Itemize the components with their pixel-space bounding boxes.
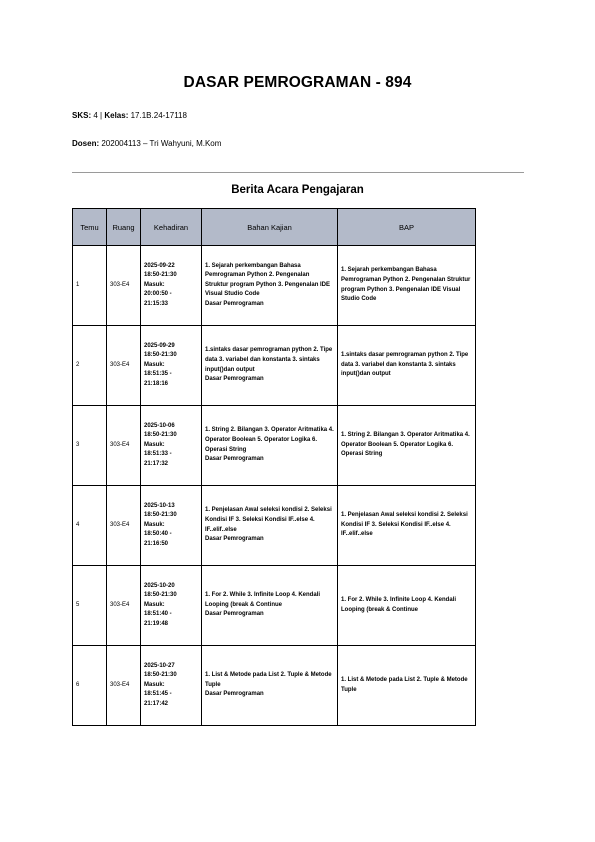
- table-row: [73, 566, 476, 646]
- bahan-cell: [202, 246, 338, 326]
- bahan-sub: Dasar Pemrograman: [205, 300, 264, 307]
- masuk-label: Masuk:: [144, 601, 165, 608]
- ruang-cell: 303-E4: [107, 566, 141, 646]
- bap-table: [72, 208, 476, 726]
- jam: 18:50-21:30: [144, 512, 177, 519]
- course-meta: [72, 111, 187, 120]
- kehadiran-cell: [141, 326, 202, 406]
- table-row: [73, 486, 476, 566]
- sks-value: 4: [93, 111, 98, 120]
- jam: 18:50-21:30: [144, 672, 177, 679]
- masuk-label: Masuk:: [144, 441, 165, 448]
- bahan-text: 1. String 2. Bilangan 3. Operator Aritmatika 4. Operator Boolean 5. Operator Logika 6. Operasi String: [205, 427, 334, 453]
- ruang-cell: 303-E4: [107, 406, 141, 486]
- jam: 18:50-21:30: [144, 352, 177, 359]
- tanggal: 2025-10-20: [144, 582, 175, 589]
- table-header-row: [73, 209, 476, 246]
- bahan-cell: [202, 486, 338, 566]
- masuk-start: 18:50:40 -: [144, 531, 172, 538]
- bahan-text: 1. For 2. While 3. Infinite Loop 4. Kendali Looping (break & Continue: [205, 592, 321, 608]
- tanggal: 2025-09-22: [144, 262, 175, 269]
- tanggal: 2025-09-29: [144, 342, 175, 349]
- temu-cell: 4: [73, 486, 107, 566]
- table-row: [73, 246, 476, 326]
- bap-cell: 1.sintaks dasar pemrograman python 2. Tipe data 3. variabel dan konstanta 3. sintaks input()dan output: [338, 326, 476, 406]
- masuk-start: 18:51:33 -: [144, 451, 172, 458]
- masuk-label: Masuk:: [144, 681, 165, 688]
- bahan-text: 1. Penjelasan Awal seleksi kondisi 2. Seleksi Kondisi IF 3. Seleksi Kondisi IF..else 4. IF..elif..else: [205, 507, 332, 533]
- jam: 18:50-21:30: [144, 432, 177, 439]
- masuk-end: 21:15:33: [144, 300, 169, 307]
- kehadiran-cell: [141, 566, 202, 646]
- bahan-cell: [202, 406, 338, 486]
- masuk-end: 21:17:42: [144, 700, 169, 707]
- header-bap: BAP: [338, 209, 476, 246]
- header-kehadiran: Kehadiran: [141, 209, 202, 246]
- bahan-sub: Dasar Pemrograman: [205, 456, 264, 463]
- masuk-end: 21:17:32: [144, 460, 169, 467]
- ruang-cell: 303-E4: [107, 486, 141, 566]
- masuk-start: 18:51:45 -: [144, 691, 172, 698]
- bahan-cell: [202, 326, 338, 406]
- section-title: Berita Acara Pengajaran: [231, 184, 364, 196]
- bap-cell: 1. For 2. While 3. Infinite Loop 4. Kendali Looping (break & Continue: [338, 566, 476, 646]
- bap-cell: 1. Sejarah perkembangan Bahasa Pemrograman Python 2. Pengenalan Struktur program Python 3. Pengenalan IDE Visual Studio Code: [338, 246, 476, 326]
- masuk-label: Masuk:: [144, 281, 165, 288]
- jam: 18:50-21:30: [144, 272, 177, 279]
- temu-cell: 5: [73, 566, 107, 646]
- kelas-label: Kelas:: [104, 111, 129, 120]
- tanggal: 2025-10-27: [144, 662, 175, 669]
- temu-cell: 3: [73, 406, 107, 486]
- sks-label: SKS:: [72, 111, 92, 120]
- masuk-end: 21:18:16: [144, 380, 169, 387]
- bahan-text: 1. List & Metode pada List 2. Tuple & Metode Tuple: [205, 672, 332, 688]
- bahan-text: 1.sintaks dasar pemrograman python 2. Tipe data 3. variabel dan konstanta 3. sintaks input()dan output: [205, 347, 333, 373]
- bahan-sub: Dasar Pemrograman: [205, 691, 264, 698]
- kelas-value: 17.1B.24-17118: [130, 111, 187, 120]
- header-temu: Temu: [73, 209, 107, 246]
- masuk-end: 21:16:50: [144, 540, 169, 547]
- bahan-cell: [202, 566, 338, 646]
- kehadiran-cell: [141, 646, 202, 726]
- divider: [72, 172, 524, 173]
- masuk-start: 18:51:35 -: [144, 371, 172, 378]
- kehadiran-cell: [141, 406, 202, 486]
- bahan-cell: [202, 646, 338, 726]
- masuk-start: 20:00:50 -: [144, 291, 172, 298]
- ruang-cell: 303-E4: [107, 326, 141, 406]
- table-row: [73, 406, 476, 486]
- table-row: [73, 646, 476, 726]
- bahan-sub: Dasar Pemrograman: [205, 376, 264, 383]
- masuk-label: Masuk:: [144, 521, 165, 528]
- header-ruang: Ruang: [107, 209, 141, 246]
- bahan-sub: Dasar Pemrograman: [205, 536, 264, 543]
- meta-separator: |: [100, 111, 103, 120]
- bap-cell: 1. List & Metode pada List 2. Tuple & Metode Tuple: [338, 646, 476, 726]
- lecturer-line: [72, 139, 221, 148]
- masuk-start: 18:51:40 -: [144, 611, 172, 618]
- tanggal: 2025-10-06: [144, 422, 175, 429]
- bap-cell: 1. Penjelasan Awal seleksi kondisi 2. Seleksi Kondisi IF 3. Seleksi Kondisi IF..else 4. IF..elif..else: [338, 486, 476, 566]
- course-title: DASAR PEMROGRAMAN - 894: [183, 74, 412, 91]
- header-bahan-kajian: Bahan Kajian: [202, 209, 338, 246]
- masuk-end: 21:19:48: [144, 620, 169, 627]
- tanggal: 2025-10-13: [144, 502, 175, 509]
- temu-cell: 2: [73, 326, 107, 406]
- bap-cell: 1. String 2. Bilangan 3. Operator Aritmatika 4. Operator Boolean 5. Operator Logika 6. Operasi String: [338, 406, 476, 486]
- ruang-cell: 303-E4: [107, 246, 141, 326]
- ruang-cell: 303-E4: [107, 646, 141, 726]
- kehadiran-cell: [141, 486, 202, 566]
- dosen-label: Dosen:: [72, 139, 100, 148]
- dosen-value: 202004113 – Tri Wahyuni, M.Kom: [101, 139, 222, 148]
- table-row: [73, 326, 476, 406]
- temu-cell: 1: [73, 246, 107, 326]
- temu-cell: 6: [73, 646, 107, 726]
- kehadiran-cell: [141, 246, 202, 326]
- masuk-label: Masuk:: [144, 361, 165, 368]
- bahan-sub: Dasar Pemrograman: [205, 611, 264, 618]
- jam: 18:50-21:30: [144, 592, 177, 599]
- bahan-text: 1. Sejarah perkembangan Bahasa Pemrograman Python 2. Pengenalan Struktur program Python 3. Pengenalan IDE Visual Studio Code: [205, 262, 331, 298]
